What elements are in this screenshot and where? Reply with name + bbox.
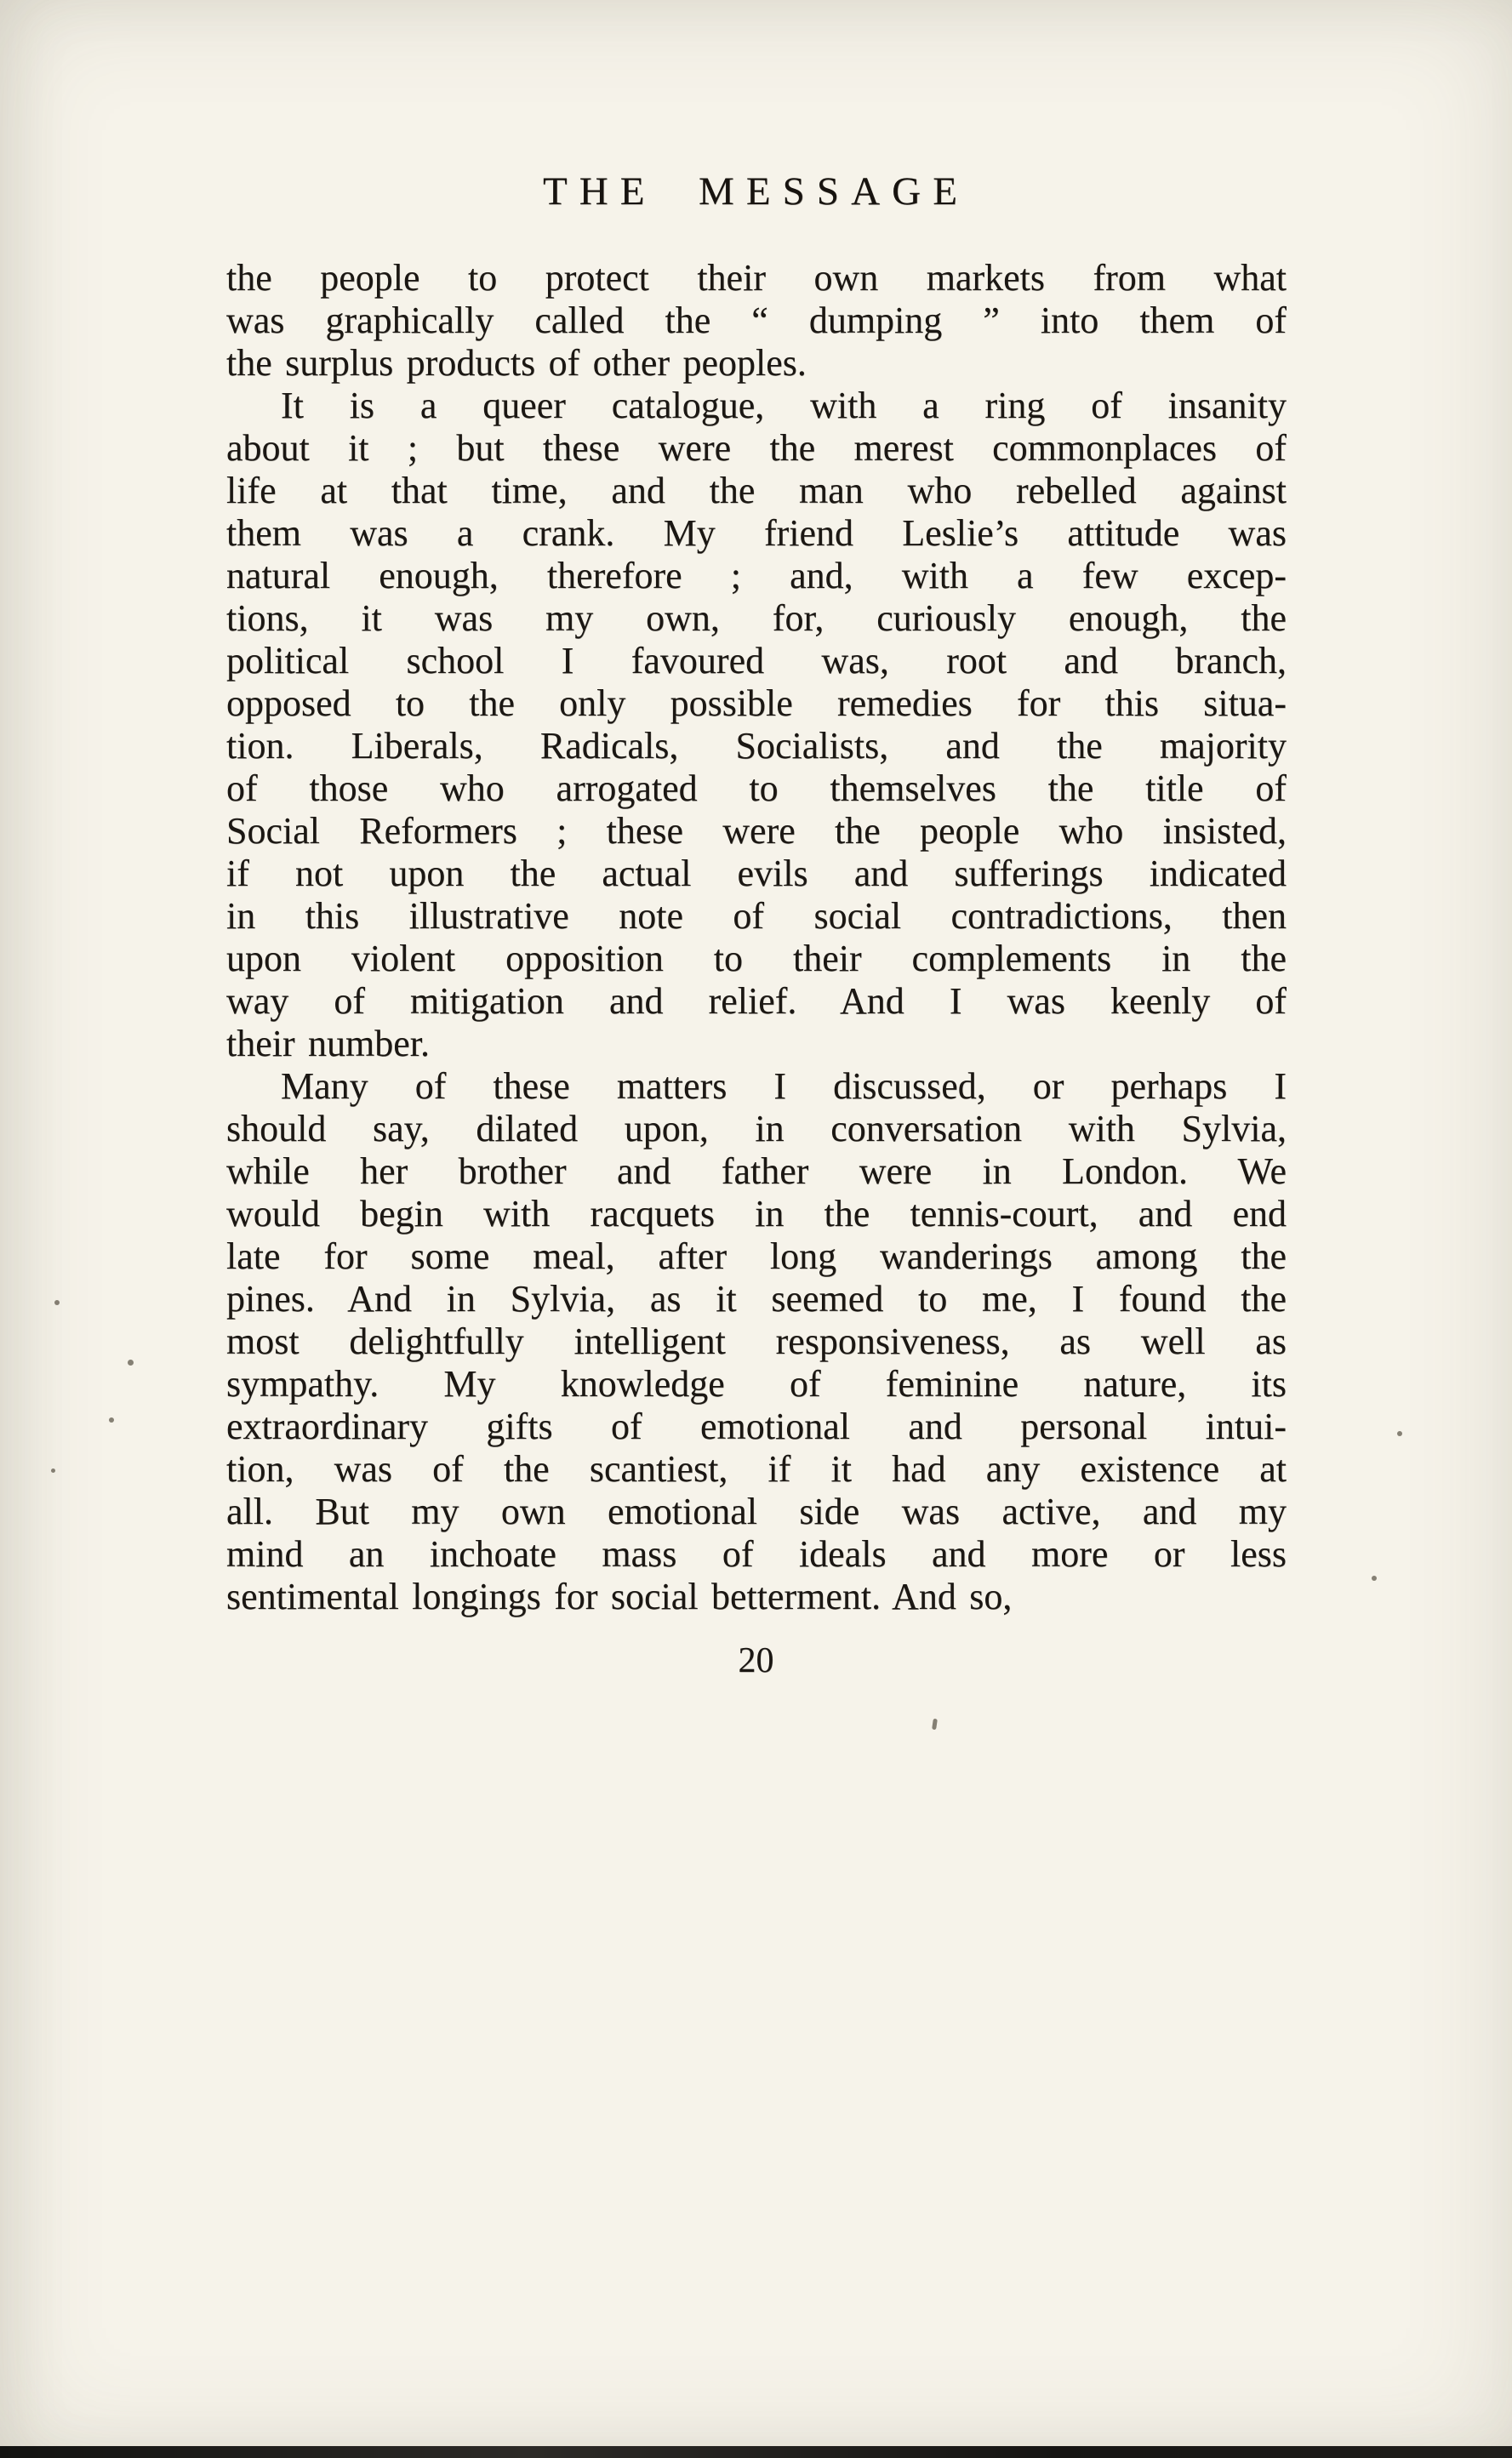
text-line: the people to protect their own markets from what [226, 257, 1287, 299]
scan-bottom-edge [0, 2446, 1512, 2458]
text-line: was graphically called the “ dumping ” into them of [226, 299, 1287, 341]
text-line: would begin with racquets in the tennis-court, and end [226, 1193, 1287, 1235]
scan-speck [54, 1300, 60, 1305]
text-line: It is a queer catalogue, with a ring of insanity [281, 385, 1287, 426]
text-line: late for some meal, after long wanderings among the [226, 1235, 1287, 1277]
text-line: their number. [226, 1023, 431, 1064]
text-line: sympathy. My knowledge of feminine nature, its [226, 1363, 1287, 1405]
text-line: upon violent opposition to their complements in the [226, 938, 1287, 979]
text-line: Social Reformers ; these were the people who insisted, [226, 810, 1287, 852]
text-line: tion. Liberals, Radicals, Socialists, and the majority [226, 725, 1287, 767]
scan-speck [109, 1417, 114, 1423]
text-line: all. But my own emotional side was active, and my [226, 1491, 1287, 1532]
text-line: of those who arrogated to themselves the title of [226, 767, 1287, 809]
scan-speck [128, 1360, 134, 1366]
text-line: should say, dilated upon, in conversation with Sylvia, [226, 1108, 1287, 1149]
text-line: the surplus products of other peoples. [226, 342, 807, 384]
text-line: in this illustrative note of social contradictions, then [226, 895, 1287, 937]
page-title: THE MESSAGE [542, 169, 970, 214]
text-line: extraordinary gifts of emotional and personal intui- [226, 1406, 1287, 1447]
scan-speck [51, 1469, 55, 1473]
text-line: while her brother and father were in London. We [226, 1150, 1287, 1192]
text-line: natural enough, therefore ; and, with a few excep- [226, 555, 1287, 596]
text-line: mind an inchoate mass of ideals and more or less [226, 1533, 1287, 1575]
text-block [226, 257, 1287, 1618]
text-line: tion, was of the scantiest, if it had any existence at [226, 1448, 1287, 1490]
text-line: political school I favoured was, root and branch, [226, 640, 1287, 682]
text-line: opposed to the only possible remedies for this situa- [226, 682, 1287, 724]
text-line: about it ; but these were the merest commonplaces of [226, 427, 1287, 469]
scan-speck [1372, 1576, 1377, 1581]
text-line: life at that time, and the man who rebelled against [226, 470, 1287, 511]
text-line: tions, it was my own, for, curiously enough, the [226, 597, 1287, 639]
text-line: Many of these matters I discussed, or perhaps I [281, 1065, 1287, 1107]
text-line: most delightfully intelligent responsiveness, as well as [226, 1320, 1287, 1362]
scan-speck [932, 1719, 938, 1731]
text-line: them was a crank. My friend Leslie’s attitude was [226, 512, 1287, 554]
text-line: sentimental longings for social betterment. And so, [226, 1576, 1013, 1617]
text-line: way of mitigation and relief. And I was keenly of [226, 980, 1287, 1022]
text-line: if not upon the actual evils and sufferings indicated [226, 853, 1287, 894]
text-line: pines. And in Sylvia, as it seemed to me, I found the [226, 1278, 1287, 1320]
scan-speck [1397, 1431, 1402, 1436]
page-number: 20 [738, 1641, 774, 1680]
